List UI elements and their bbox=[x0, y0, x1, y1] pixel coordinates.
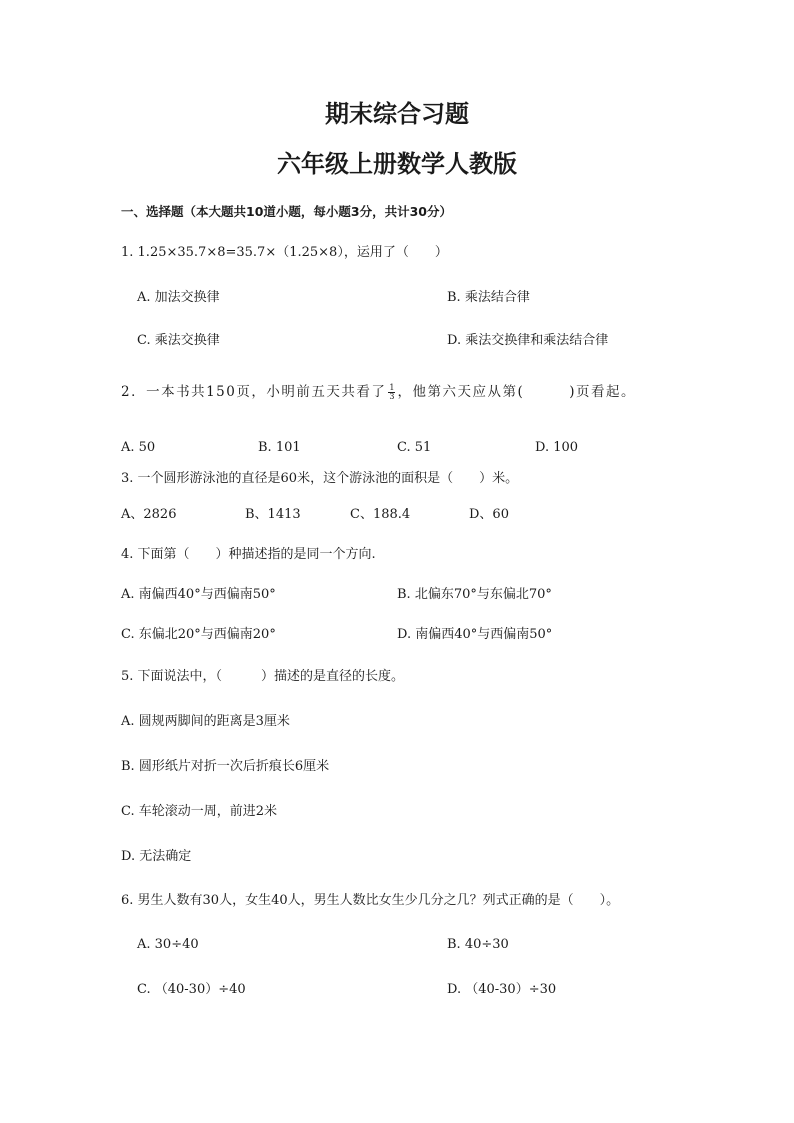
question-3-stem: 3. 一个圆形游泳池的直径是60米，这个游泳池的面积是（ ）米。 bbox=[121, 471, 519, 486]
page-subtitle: 六年级上册数学人教版 bbox=[277, 150, 517, 178]
question-3-option-d: D、60 bbox=[469, 507, 509, 522]
question-1-stem: 1. 1.25×35.7×8=35.7×（1.25×8），运用了（ ） bbox=[121, 245, 448, 260]
question-3-option-a: A、2826 bbox=[121, 507, 177, 522]
question-4-option-b: B. 北偏东70°与东偏北70° bbox=[397, 587, 552, 602]
question-2-option-d: D. 100 bbox=[535, 440, 579, 455]
question-6-option-a: A. 30÷40 bbox=[137, 937, 199, 952]
question-1-option-d: D. 乘法交换律和乘法结合律 bbox=[447, 333, 609, 348]
question-2-fraction bbox=[388, 384, 395, 401]
fraction-numerator: 1 bbox=[389, 382, 395, 392]
question-2-stem bbox=[121, 380, 636, 404]
question-5-option-c: C. 车轮滚动一周，前进2米 bbox=[121, 804, 278, 819]
question-2-option-b: B. 101 bbox=[258, 440, 301, 455]
question-1-option-b: B. 乘法结合律 bbox=[447, 290, 530, 305]
question-4-option-d: D. 南偏西40°与西偏南50° bbox=[397, 627, 553, 642]
question-2-stem-after: ，他第六天应从第( )页看起。 bbox=[397, 384, 636, 400]
question-6-option-d: D. （40-30）÷30 bbox=[447, 982, 557, 997]
question-5-option-a: A. 圆规两脚间的距离是3厘米 bbox=[121, 714, 290, 729]
question-6-option-c: C. （40-30）÷40 bbox=[137, 982, 246, 997]
question-2-option-c: C. 51 bbox=[397, 440, 432, 455]
page-title: 期末综合习题 bbox=[325, 100, 469, 128]
fraction-denominator: 3 bbox=[389, 391, 395, 401]
question-1-option-a: A. 加法交换律 bbox=[137, 290, 220, 305]
question-4-stem: 4. 下面第（ ）种描述指的是同一个方向. bbox=[121, 547, 376, 562]
question-5-stem: 5. 下面说法中，（ ）描述的是直径的长度。 bbox=[121, 669, 405, 684]
question-1-option-c: C. 乘法交换律 bbox=[137, 333, 220, 348]
question-5-option-b: B. 圆形纸片对折一次后折痕长6厘米 bbox=[121, 759, 330, 774]
question-3-option-c: C、188.4 bbox=[350, 507, 411, 522]
question-4-option-a: A. 南偏西40°与西偏南50° bbox=[121, 587, 276, 602]
question-5-option-d: D. 无法确定 bbox=[121, 849, 192, 864]
question-6-option-b: B. 40÷30 bbox=[447, 937, 509, 952]
question-2-stem-before: 2．一本书共150页，小明前五天共看了 bbox=[121, 384, 387, 400]
question-6-stem: 6. 男生人数有30人，女生40人，男生人数比女生少几分之几？列式正确的是（ ）。 bbox=[121, 893, 620, 908]
section-heading: 一、选择题（本大题共10道小题，每小题3分，共计30分） bbox=[121, 204, 452, 219]
question-3-option-b: B、1413 bbox=[245, 507, 301, 522]
question-4-option-c: C. 东偏北20°与西偏南20° bbox=[121, 627, 276, 642]
question-2-option-a: A. 50 bbox=[121, 440, 156, 455]
